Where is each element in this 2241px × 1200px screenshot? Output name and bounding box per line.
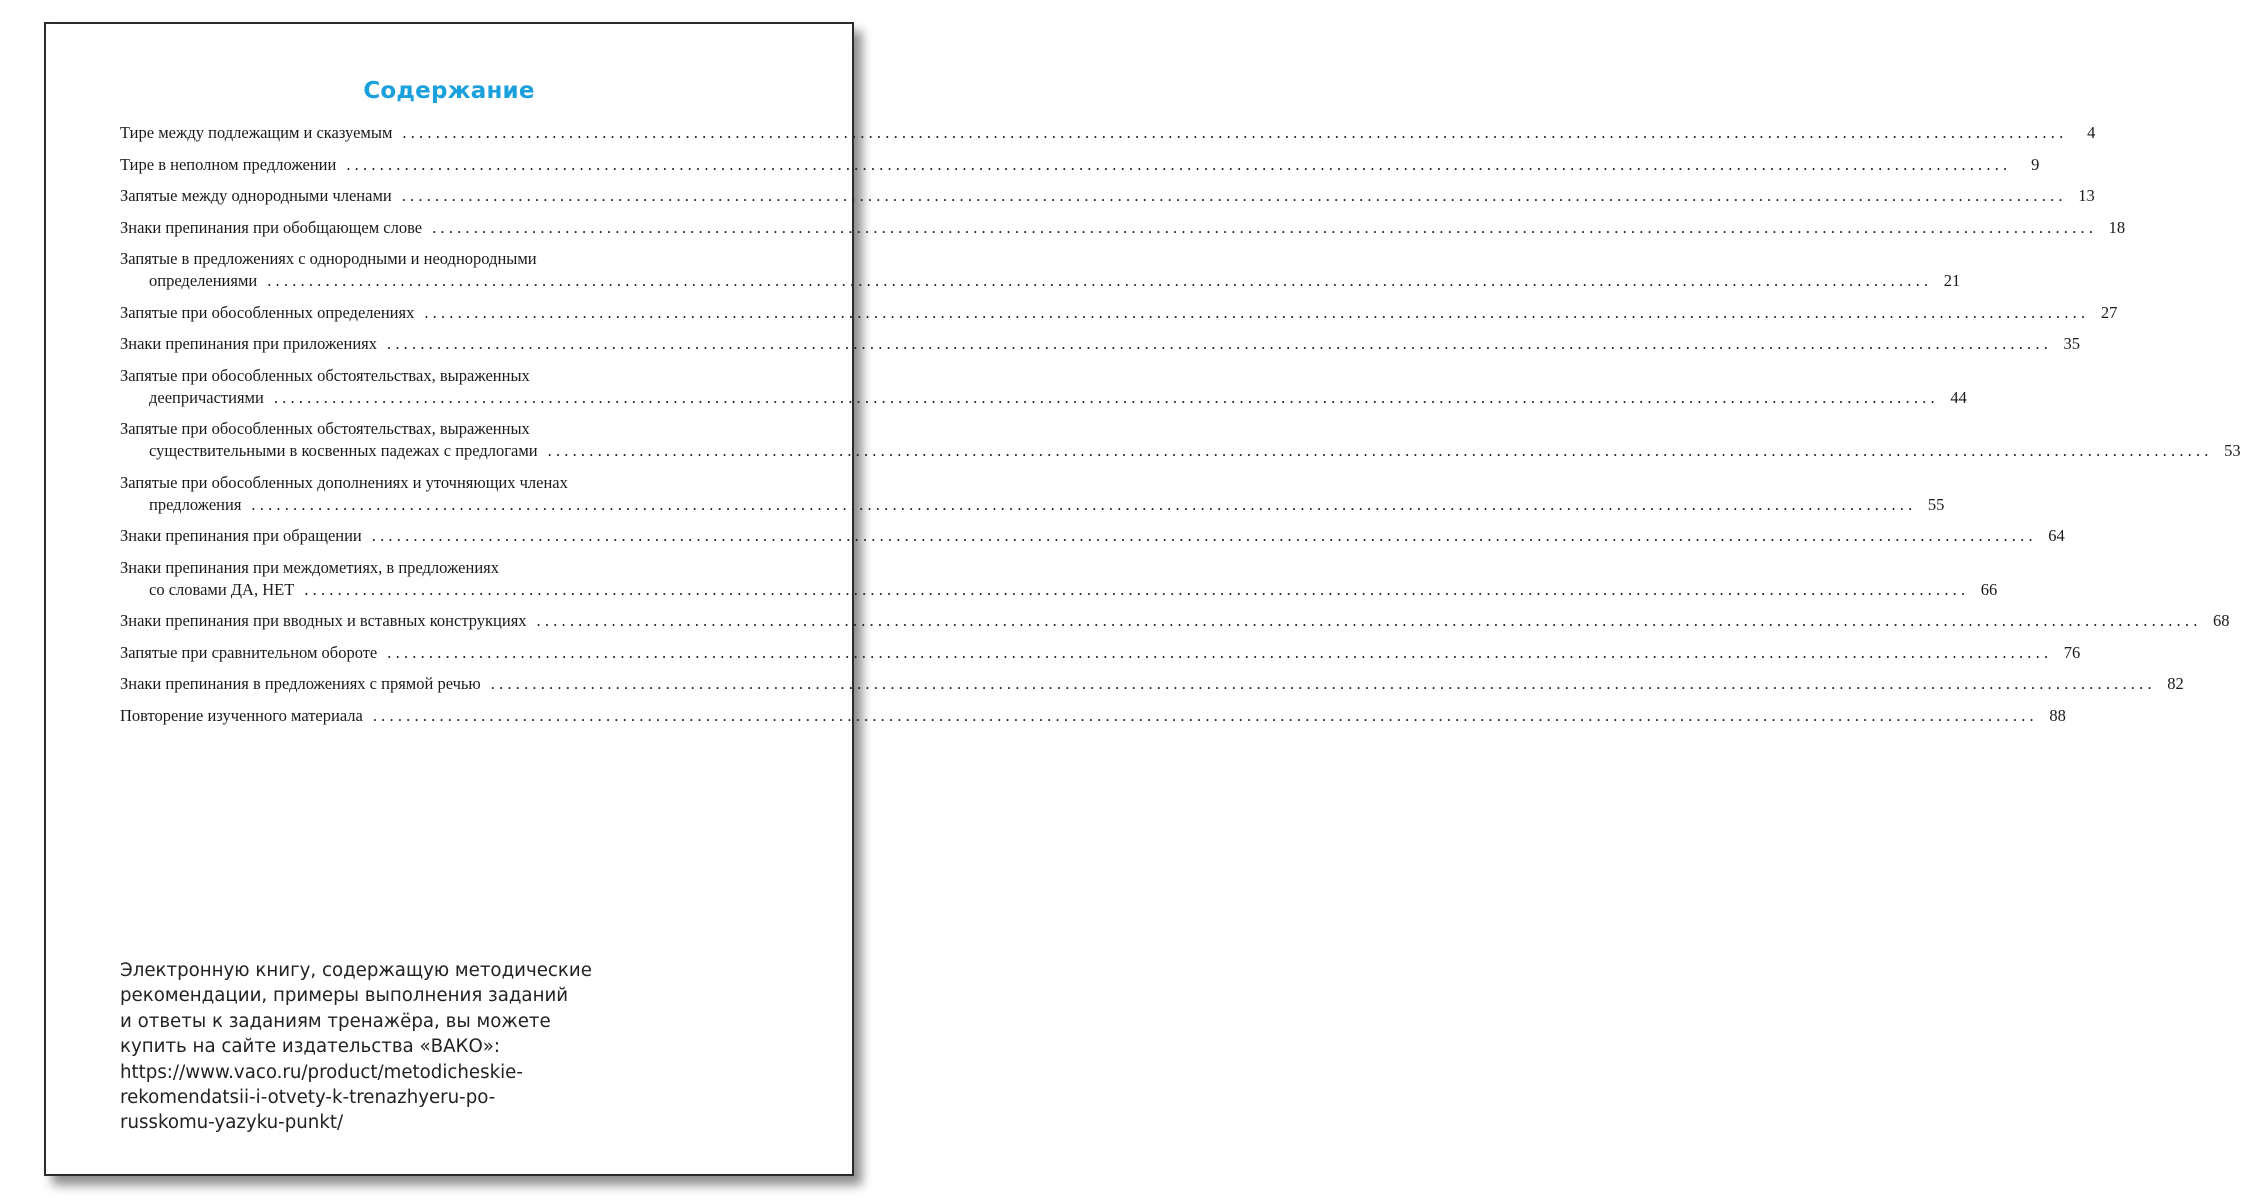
toc-entry-row <box>120 122 2096 144</box>
dot-leader: ........................................................................................................................................................................................................ <box>387 334 2053 353</box>
toc-entry-row <box>120 525 2065 547</box>
dot-leader: ........................................................................................................................................................................................................ <box>273 387 1939 407</box>
toc-entry-title-line: Знаки препинания при обращении <box>120 526 362 545</box>
dot-leader: ........................................................................................................................................................................................................ <box>547 441 2213 460</box>
toc-entry-row <box>120 270 1961 292</box>
toc-entry <box>120 302 2118 324</box>
dot-leader: ........................................................................................................................................................................................................ <box>536 611 2202 630</box>
toc-entry-title-line: Знаки препинания при вводных и вставных конструкциях <box>120 611 527 630</box>
table-of-contents <box>120 122 2241 736</box>
toc-entry-title-line: Запятые между однородными членами <box>120 186 392 205</box>
toc-entry-title-line: определениями <box>149 271 258 290</box>
toc-entry-title-line: Запятые при обособленных обстоятельствах, выраженных <box>120 419 530 438</box>
toc-entry-row <box>120 440 2241 462</box>
toc-entry <box>120 365 1967 409</box>
dot-leader: ........................................................................................................................................................................................................ <box>251 494 1917 514</box>
document-page <box>44 22 2241 1176</box>
toc-entry-title-line: Запятые при сравнительном обороте <box>120 642 378 662</box>
note-line: купить на сайте издательства «ВАКО»: <box>120 1036 501 1058</box>
toc-entry-row <box>120 673 2184 695</box>
toc-page-number: 9 <box>2031 154 2040 174</box>
toc-entry-title-line: деепричастиями <box>149 387 264 407</box>
dot-leader: ........................................................................................................................................................................................................ <box>432 217 2098 237</box>
toc-page-number: 53 <box>2224 441 2241 460</box>
toc-entry-title-line: Знаки препинания при междометиях, в предложениях <box>120 557 499 577</box>
toc-entry-row <box>120 579 1998 601</box>
dot-leader: ........................................................................................................................................................................................................ <box>371 526 2037 545</box>
toc-entry-title-line: Знаки препинания при обобщающем слове <box>120 217 423 237</box>
toc-entry-title-line: Знаки препинания в предложениях с прямой речью <box>120 674 481 693</box>
toc-entry <box>120 610 2230 632</box>
toc-entry-row <box>120 494 1945 516</box>
toc-page-number: 21 <box>1943 271 1961 290</box>
ebook-note <box>120 958 592 1136</box>
note-line: Электронную книгу, содержащую методические <box>120 960 592 981</box>
toc-page-number: 88 <box>2049 705 2066 725</box>
toc-entry-title-line: Запятые в предложениях с однородными и неоднородными <box>120 249 537 268</box>
toc-page-number: 18 <box>2108 217 2126 237</box>
toc-page-number: 82 <box>2167 674 2184 693</box>
toc-entry-title-line: существительными в косвенных падежах с предлогами <box>149 441 538 460</box>
toc-entry-row <box>120 185 2095 207</box>
toc-page-number: 44 <box>1950 387 1967 407</box>
dot-leader: ........................................................................................................................................................................................................ <box>387 642 2053 662</box>
toc-entry <box>120 122 2096 144</box>
toc-entry <box>120 472 1945 516</box>
toc-page-number: 4 <box>2087 123 2096 142</box>
toc-entry-row <box>120 610 2230 632</box>
toc-page-number: 66 <box>1980 579 1998 599</box>
toc-entry <box>120 557 1998 601</box>
toc-entry-title-line: Тире в неполном предложении <box>120 154 337 174</box>
toc-page-number: 35 <box>2063 334 2081 353</box>
toc-entry <box>120 333 2081 355</box>
toc-entry <box>120 673 2184 695</box>
toc-entry-title-line: Знаки препинания при приложениях <box>120 334 378 353</box>
toc-page-number: 76 <box>2063 642 2081 662</box>
toc-entry-row <box>120 705 2066 727</box>
toc-page-number: 55 <box>1927 494 1945 514</box>
note-line: russkomu-yazyku-punkt/ <box>120 1112 344 1134</box>
toc-entry-row <box>120 642 2081 664</box>
toc-entry-title-line: Запятые при обособленных определениях <box>120 302 415 322</box>
note-line: рекомендации, примеры выполнения заданий <box>120 985 569 1007</box>
toc-page-number: 64 <box>2048 526 2065 545</box>
toc-entry <box>120 418 2241 462</box>
toc-entry-title-line: предложения <box>149 494 242 514</box>
toc-entry <box>120 248 1961 292</box>
dot-leader: ........................................................................................................................................................................................................ <box>267 271 1933 290</box>
toc-entry <box>120 525 2065 547</box>
page-title: Содержание <box>363 78 535 104</box>
note-line: и ответы к заданиям тренажёра, вы можете <box>120 1010 551 1032</box>
dot-leader: ........................................................................................................................................................................................................ <box>490 674 2156 693</box>
toc-entry-row <box>120 217 2126 239</box>
toc-entry <box>120 705 2066 727</box>
toc-page-number: 27 <box>2100 302 2118 322</box>
note-line: https://www.vaco.ru/product/metodicheskie- <box>120 1061 523 1083</box>
toc-entry-title-line: Запятые при обособленных обстоятельствах, выраженных <box>120 365 530 385</box>
toc-page-number: 13 <box>2078 186 2095 205</box>
dot-leader: ........................................................................................................................................................................................................ <box>401 186 2067 205</box>
toc-entry-row <box>120 333 2081 355</box>
toc-page-number: 68 <box>2213 611 2230 630</box>
toc-entry <box>120 642 2081 664</box>
dot-leader: ........................................................................................................................................................................................................ <box>304 579 1970 599</box>
toc-entry <box>120 217 2126 239</box>
dot-leader: ........................................................................................................................................................................................................ <box>402 123 2068 142</box>
toc-entry <box>120 185 2095 207</box>
dot-leader: ........................................................................................................................................................................................................ <box>346 154 2012 174</box>
toc-entry-title-line: Запятые при обособленных дополнениях и уточняющих членах <box>120 472 568 492</box>
toc-entry-row <box>120 387 1967 409</box>
toc-entry-title-line: со словами ДА, НЕТ <box>149 579 295 599</box>
toc-entry-title-line: Тире между подлежащим и сказуемым <box>120 123 393 142</box>
dot-leader: ........................................................................................................................................................................................................ <box>372 705 2038 725</box>
toc-entry-row <box>120 302 2118 324</box>
toc-entry-title-line: Повторение изученного материала <box>120 705 363 725</box>
dot-leader: ........................................................................................................................................................................................................ <box>424 302 2090 322</box>
toc-entry-row <box>120 154 2040 176</box>
toc-entry <box>120 154 2040 176</box>
note-line: rekomendatsii-i-otvety-k-trenazhyeru-po- <box>120 1087 496 1109</box>
